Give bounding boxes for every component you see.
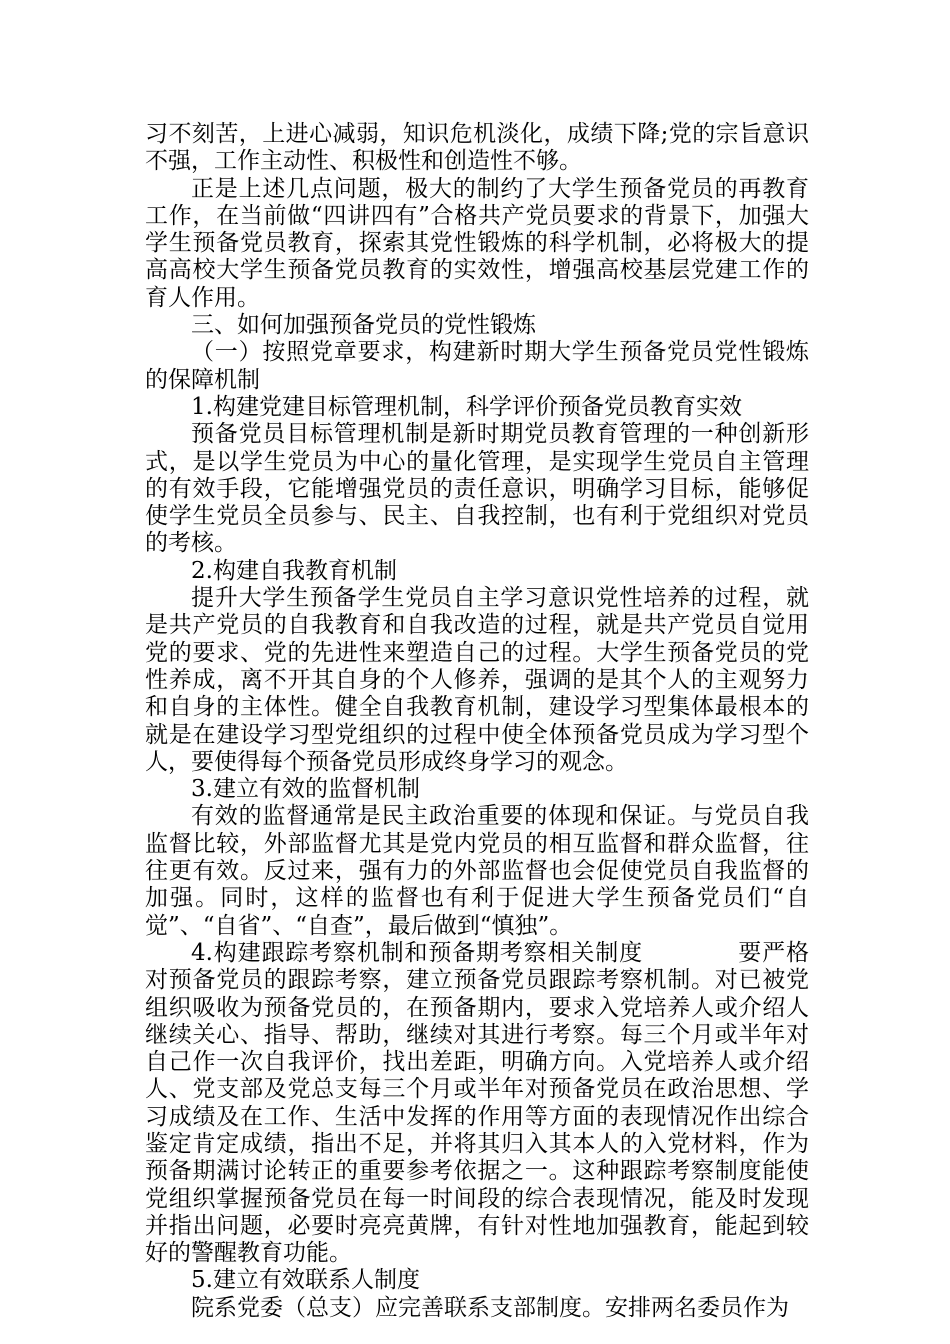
item-heading-3: 3.建立有效的监督机制 bbox=[191, 776, 420, 803]
paragraph-item-5: 院系党委（总支）应完善联系支部制度。安排两名委员作为 bbox=[191, 1294, 789, 1321]
subsection-heading-1: （一）按照党章要求，构建新时期大学生预备党员党性锻炼的保障机制 bbox=[145, 339, 809, 393]
paragraph-item-2: 提升大学生预备学生党员自主学习意识党性培养的过程，就是共产党员的自我教育和自我改造的过程，就是共产党员自觉用党的要求、党的先进性来塑造自己的过程。大学生预备党员的党性养成，离不开其自身的个人修养，强调的是其个人的主观努力和自身的主体性。健全自我教育机制，建设学习型集体最根本的就是在建设学习型党组织的过程中使全体预备党员成为学习型个人，要使得每个预备党员形成终身学习的观念。 bbox=[145, 585, 809, 775]
item-heading-1: 1.构建党建目标管理机制，科学评价预备党员教育实效 bbox=[191, 393, 742, 420]
section-heading-3: 三、如何加强预备党员的党性锻炼 bbox=[191, 312, 536, 339]
document-page bbox=[145, 121, 809, 1322]
paragraph-1: 习不刻苦，上进心减弱，知识危机淡化，成绩下降;党的宗旨意识不强，工作主动性、积极性和创造性不够。 bbox=[145, 121, 809, 175]
paragraph-2: 正是上述几点问题，极大的制约了大学生预备党员的再教育工作，在当前做“四讲四有”合格共产党员要求的背景下，加强大学生预备党员教育，探索其党性锻炼的科学机制，必将极大的提高高校大学生预备党员教育的实效性，增强高校基层党建工作的育人作用。 bbox=[145, 175, 809, 311]
item-heading-5: 5.建立有效联系人制度 bbox=[191, 1267, 420, 1294]
paragraph-item-4: 4.构建跟踪考察机制和预备期考察相关制度 要严格对预备党员的跟踪考察，建立预备党员跟踪考察机制。对已被党组织吸收为预备党员的，在预备期内，要求入党培养人或介绍人继续关心、指导、帮助，继续对其进行考察。每三个月或半年对自己作一次自我评价，找出差距，明确方向。入党培养人或介绍人、党支部及党总支每三个月或半年对预备党员在政治思想、学习成绩及在工作、生活中发挥的作用等方面的表现情况作出综合鉴定肯定成绩，指出不足，并将其归入其本人的入党材料，作为预备期满讨论转正的重要参考依据之一。这种跟踪考察制度能使党组织掌握预备党员在每一时间段的综合表现情况，能及时发现并指出问题，必要时亮亮黄牌，有针对性地加强教育，能起到较好的警醒教育功能。 bbox=[145, 939, 809, 1267]
paragraph-item-1: 预备党员目标管理机制是新时期党员教育管理的一种创新形式，是以学生党员为中心的量化管理，是实现学生党员自主管理的有效手段，它能增强党员的责任意识，明确学习目标，能够促使学生党员全员参与、民主、自我控制，也有利于党组织对党员的考核。 bbox=[145, 421, 809, 557]
item-heading-2: 2.构建自我教育机制 bbox=[191, 557, 397, 584]
paragraph-item-3: 有效的监督通常是民主政治重要的体现和保证。与党员自我监督比较，外部监督尤其是党内党员的相互监督和群众监督，往往更有效。反过来，强有力的外部监督也会促使党员自我监督的加强。同时，这样的监督也有利于促进大学生预备党员们“自觉”、“自省”、“自查”，最后做到“慎独”。 bbox=[145, 803, 809, 939]
